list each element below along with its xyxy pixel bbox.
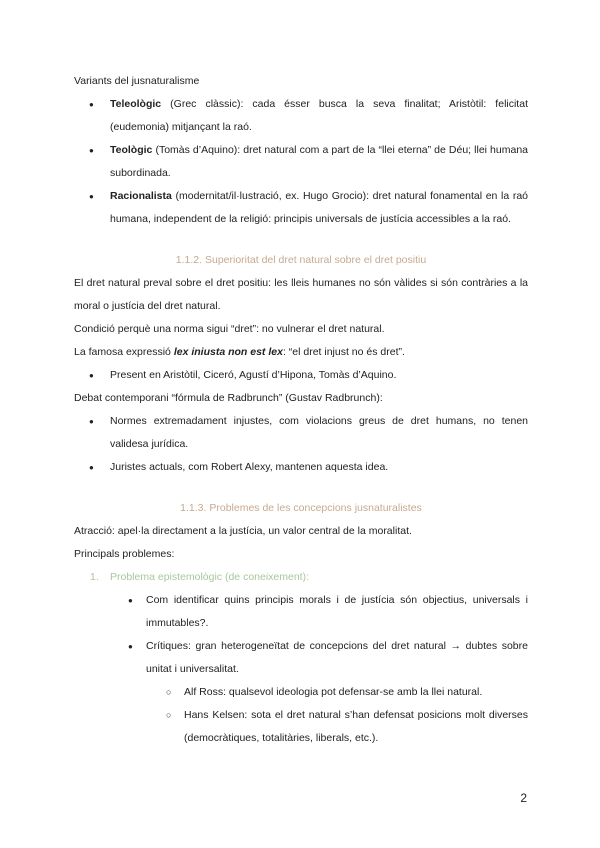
section-heading-1-1-2: 1.1.2. Superioritat del dret natural sobre el dret positiu: [175, 254, 427, 266]
paragraph-lex-iniusta: La famosa expressió lex iniusta non est lex: “el dret injust no és dret”.: [74, 346, 405, 358]
document-body: [74, 70, 528, 750]
list-item: ● Present en Aristòtil, Ciceró, Agustí d’Hipona, Tomàs d’Aquino.: [74, 364, 528, 387]
radbruch-list: [74, 410, 528, 479]
list-item: ● Juristes actuals, com Robert Alexy, mantenen aquesta idea.: [74, 456, 528, 479]
variant-teleological: ● Teleològic (Grec clàssic): cada ésser busca la seva finalitat; Aristòtil: felicitat (eudemonia) mitjançant la raó.: [74, 93, 528, 139]
variants-list: [74, 93, 528, 231]
list-item: ● Com identificar quins principis morals i de justícia són objectius, universals i immutables?.: [146, 589, 528, 635]
page-number: 2: [520, 791, 527, 805]
section-heading-1-1-3: 1.1.3. Problemes de les concepcions jusnaturalistes: [180, 502, 422, 514]
list-item: ● Normes extremadament injustes, com violacions greus de dret humans, no tenen validesa jurídica.: [74, 410, 528, 456]
authors-list: [74, 364, 528, 387]
paragraph: Principals problemes:: [74, 548, 175, 560]
problem-sub-list: [146, 589, 528, 681]
intro-line: Variants del jusnaturalisme: [74, 75, 200, 87]
paragraph: Atracció: apel·la directament a la justícia, un valor central de la moralitat.: [74, 525, 412, 537]
paragraph: El dret natural preval sobre el dret positiu: les lleis humanes no són vàlides si són contràries a la moral o justícia del dret natural.: [74, 277, 528, 312]
variant-rationalist: ● Racionalista (modernitat/il·lustració, ex. Hugo Grocio): dret natural fonamental en la raó humana, independent de la religió: principis universals de justícia accessibles a la raó.: [74, 185, 528, 231]
numbered-item-1: 1. Problema epistemològic (de coneixement):: [90, 571, 310, 583]
variant-theological: ● Teològic (Tomàs d’Aquino): dret natural com a part de la “llei eterna” de Déu; llei humana subordinada.: [74, 139, 528, 185]
list-item: ○ Hans Kelsen: sota el dret natural s’han defensat posicions molt diverses (democràtiques, totalitàries, liberals, etc.).: [184, 704, 528, 750]
list-item: ○ Alf Ross: qualsevol ideologia pot defensar-se amb la llei natural.: [184, 681, 528, 704]
list-item: ● Crítiques: gran heterogeneïtat de concepcions del dret natural → dubtes sobre unitat i universalitat.: [146, 635, 528, 681]
paragraph: Debat contemporani “fórmula de Radbrunch” (Gustav Radbrunch):: [74, 392, 383, 404]
critics-list: [184, 681, 528, 750]
paragraph: Condició perquè una norma sigui “dret”: no vulnerar el dret natural.: [74, 323, 385, 335]
